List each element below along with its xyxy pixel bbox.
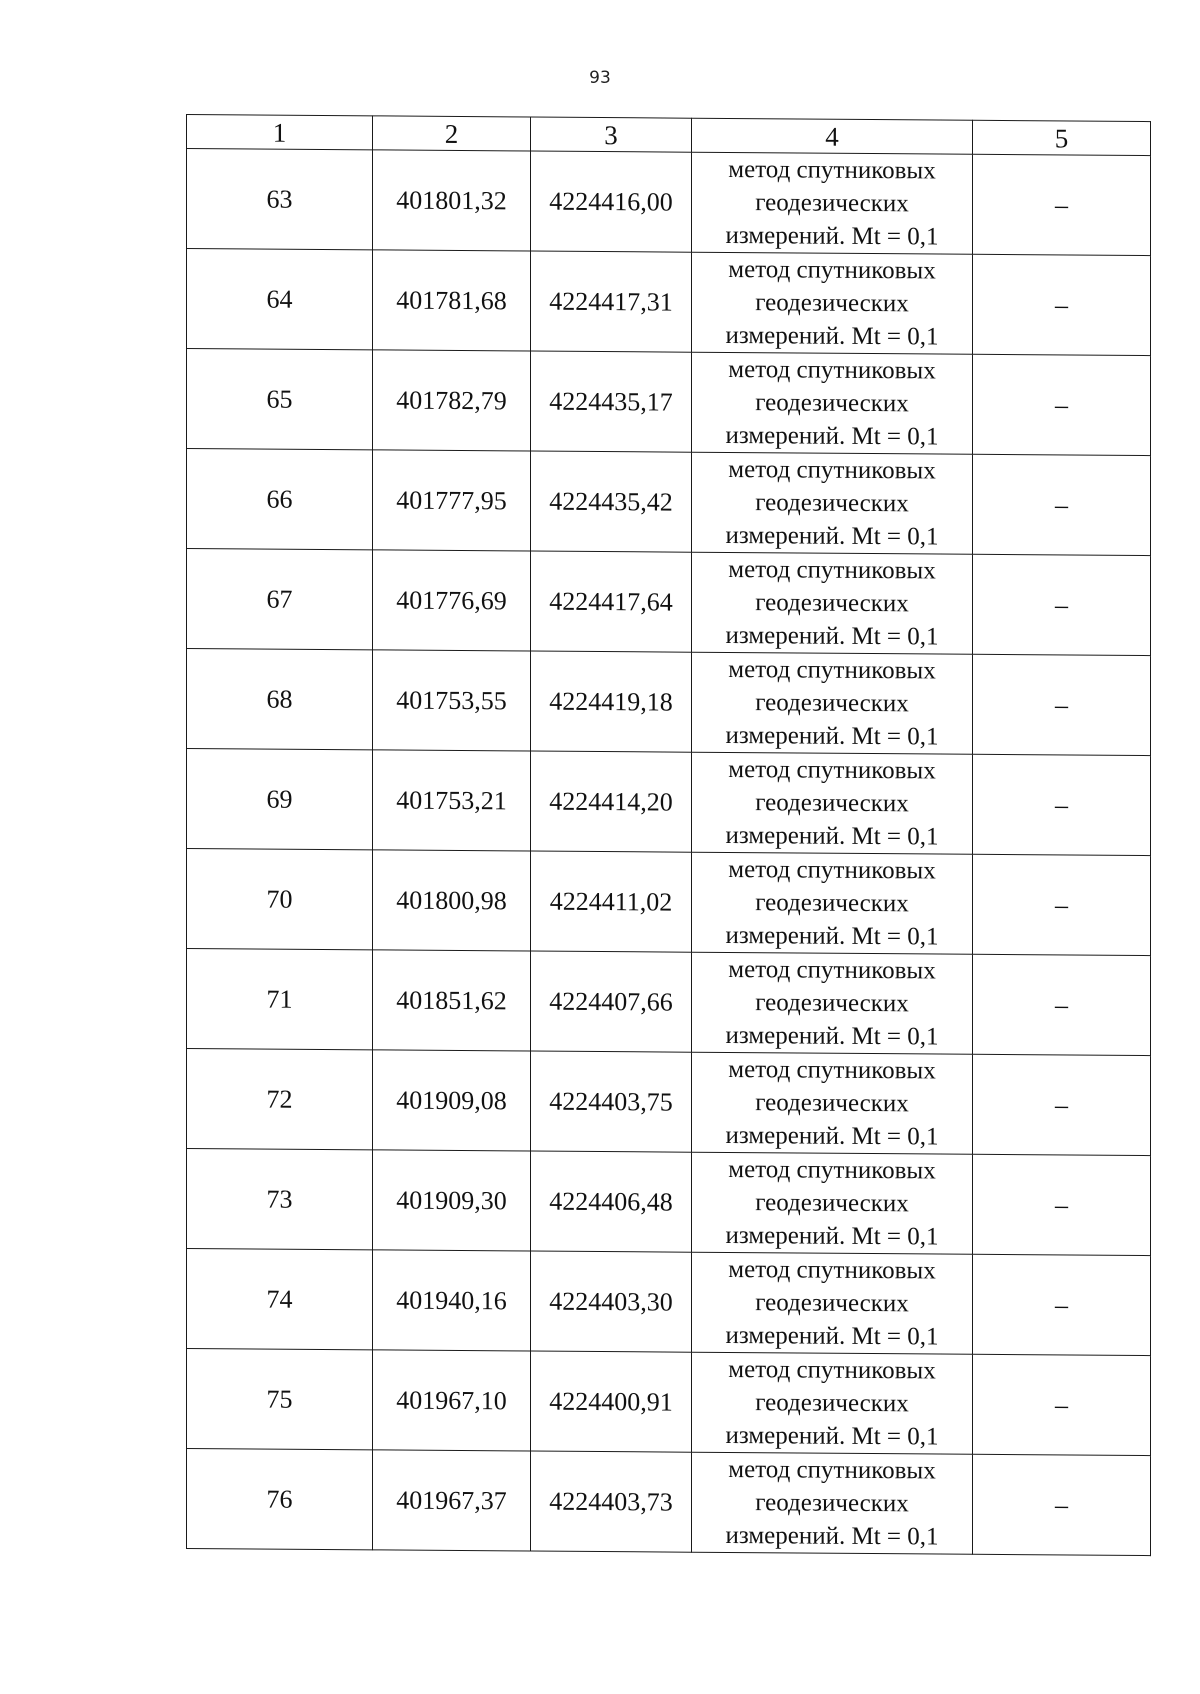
point-number-cell: 66 (187, 449, 373, 550)
table-row (187, 549, 1151, 656)
method-line: метод спутниковых (728, 855, 936, 885)
method-line: геодезических (755, 289, 909, 318)
method-line: измерений. Mt = 0,1 (725, 221, 939, 251)
method-line: геодезических (755, 589, 909, 618)
method-cell (692, 1052, 973, 1154)
point-number-cell: 68 (187, 649, 373, 750)
method-line: геодезических (755, 1189, 909, 1218)
note-cell: – (973, 1354, 1151, 1455)
y-coordinate-cell: 4224417,31 (531, 251, 692, 352)
x-coordinate-cell: 401781,68 (373, 250, 531, 351)
note-cell: – (973, 854, 1151, 955)
method-line: метод спутниковых (728, 655, 936, 685)
method-line: измерений. Mt = 0,1 (725, 921, 939, 951)
x-coordinate-cell: 401801,32 (373, 150, 531, 251)
method-cell (692, 1152, 973, 1254)
method-line: измерений. Mt = 0,1 (725, 1321, 939, 1351)
table-row (187, 849, 1151, 956)
y-coordinate-cell: 4224403,30 (531, 1251, 692, 1352)
method-line: измерений. Mt = 0,1 (725, 1421, 939, 1451)
method-cell (692, 152, 973, 254)
x-coordinate-cell: 401753,21 (373, 750, 531, 851)
table-row (187, 1149, 1151, 1256)
note-cell: – (973, 954, 1151, 1055)
method-cell (692, 552, 973, 654)
table-row (187, 449, 1151, 556)
method-line: метод спутниковых (728, 1455, 936, 1485)
method-cell (692, 1352, 973, 1454)
y-coordinate-cell: 4224435,42 (531, 451, 692, 552)
y-coordinate-cell: 4224417,64 (531, 551, 692, 652)
method-line: измерений. Mt = 0,1 (725, 1521, 939, 1551)
note-cell: – (973, 454, 1151, 555)
point-number-cell: 70 (187, 849, 373, 950)
page-number: 93 (589, 68, 611, 88)
note-cell: – (973, 1254, 1151, 1355)
table-body (187, 149, 1151, 1556)
note-cell: – (973, 154, 1151, 255)
method-line: измерений. Mt = 0,1 (725, 721, 939, 751)
method-line: метод спутниковых (728, 1355, 936, 1385)
y-coordinate-cell: 4224406,48 (531, 1151, 692, 1252)
table-row (187, 749, 1151, 856)
point-number-cell: 63 (187, 149, 373, 250)
table-row (187, 649, 1151, 756)
method-line: метод спутниковых (728, 1155, 936, 1185)
method-line: метод спутниковых (728, 355, 936, 385)
y-coordinate-cell: 4224403,73 (531, 1451, 692, 1552)
point-number-cell: 71 (187, 949, 373, 1050)
coordinates-table (186, 114, 1151, 1556)
method-cell (692, 1452, 973, 1554)
x-coordinate-cell: 401909,30 (373, 1150, 531, 1251)
x-coordinate-cell: 401782,79 (373, 350, 531, 451)
note-cell: – (973, 1154, 1151, 1255)
table-row (187, 1049, 1151, 1156)
method-line: измерений. Mt = 0,1 (725, 321, 939, 351)
x-coordinate-cell: 401777,95 (373, 450, 531, 551)
table-row (187, 949, 1151, 1056)
x-coordinate-cell: 401967,10 (373, 1350, 531, 1451)
y-coordinate-cell: 4224400,91 (531, 1351, 692, 1452)
point-number-cell: 72 (187, 1049, 373, 1150)
x-coordinate-cell: 401909,08 (373, 1050, 531, 1151)
point-number-cell: 74 (187, 1249, 373, 1350)
method-line: геодезических (755, 789, 909, 818)
note-cell: – (973, 354, 1151, 455)
method-line: метод спутниковых (728, 755, 936, 785)
note-cell: – (973, 754, 1151, 855)
method-cell (692, 1252, 973, 1354)
method-line: геодезических (755, 1389, 909, 1418)
table-row (187, 149, 1151, 256)
point-number-cell: 64 (187, 249, 373, 350)
method-cell (692, 952, 973, 1054)
method-line: геодезических (755, 1289, 909, 1318)
method-cell (692, 652, 973, 754)
method-line: измерений. Mt = 0,1 (725, 621, 939, 651)
method-line: метод спутниковых (728, 155, 936, 185)
method-line: геодезических (755, 889, 909, 918)
method-line: измерений. Mt = 0,1 (725, 421, 939, 451)
y-coordinate-cell: 4224435,17 (531, 351, 692, 452)
y-coordinate-cell: 4224407,66 (531, 951, 692, 1052)
point-number-cell: 69 (187, 749, 373, 850)
column-header-5: 5 (973, 120, 1151, 155)
y-coordinate-cell: 4224403,75 (531, 1051, 692, 1152)
method-line: измерений. Mt = 0,1 (725, 1221, 939, 1251)
method-line: измерений. Mt = 0,1 (725, 821, 939, 851)
x-coordinate-cell: 401940,16 (373, 1250, 531, 1351)
y-coordinate-cell: 4224416,00 (531, 151, 692, 252)
point-number-cell: 76 (187, 1449, 373, 1550)
table-row (187, 349, 1151, 456)
note-cell: – (973, 1454, 1151, 1555)
table-row (187, 1349, 1151, 1456)
method-line: измерений. Mt = 0,1 (725, 521, 939, 551)
x-coordinate-cell: 401753,55 (373, 650, 531, 751)
method-cell (692, 752, 973, 854)
table-row (187, 1249, 1151, 1356)
method-cell (692, 452, 973, 554)
method-cell (692, 352, 973, 454)
method-line: метод спутниковых (728, 1255, 936, 1285)
table-row (187, 1449, 1151, 1556)
column-header-2: 2 (373, 116, 531, 151)
note-cell: – (973, 654, 1151, 755)
method-line: измерений. Mt = 0,1 (725, 1121, 939, 1151)
y-coordinate-cell: 4224419,18 (531, 651, 692, 752)
method-line: метод спутниковых (728, 455, 936, 485)
note-cell: – (973, 554, 1151, 655)
point-number-cell: 67 (187, 549, 373, 650)
method-line: метод спутниковых (728, 255, 936, 285)
method-line: метод спутниковых (728, 1055, 936, 1085)
method-line: геодезических (755, 1489, 909, 1518)
method-line: геодезических (755, 1089, 909, 1118)
method-cell (692, 252, 973, 354)
point-number-cell: 75 (187, 1349, 373, 1450)
table-row (187, 249, 1151, 356)
method-line: метод спутниковых (728, 955, 936, 985)
point-number-cell: 65 (187, 349, 373, 450)
column-header-1: 1 (187, 115, 373, 150)
method-line: геодезических (755, 989, 909, 1018)
note-cell: – (973, 1054, 1151, 1155)
column-header-4: 4 (692, 118, 973, 154)
method-line: геодезических (755, 189, 909, 218)
note-cell: – (973, 254, 1151, 355)
x-coordinate-cell: 401776,69 (373, 550, 531, 651)
method-line: измерений. Mt = 0,1 (725, 1021, 939, 1051)
y-coordinate-cell: 4224411,02 (531, 851, 692, 952)
x-coordinate-cell: 401851,62 (373, 950, 531, 1051)
point-number-cell: 73 (187, 1149, 373, 1250)
method-line: геодезических (755, 689, 909, 718)
x-coordinate-cell: 401967,37 (373, 1450, 531, 1551)
x-coordinate-cell: 401800,98 (373, 850, 531, 951)
y-coordinate-cell: 4224414,20 (531, 751, 692, 852)
method-line: геодезических (755, 489, 909, 518)
method-line: метод спутниковых (728, 555, 936, 585)
column-header-3: 3 (531, 117, 692, 152)
method-cell (692, 852, 973, 954)
method-line: геодезических (755, 389, 909, 418)
